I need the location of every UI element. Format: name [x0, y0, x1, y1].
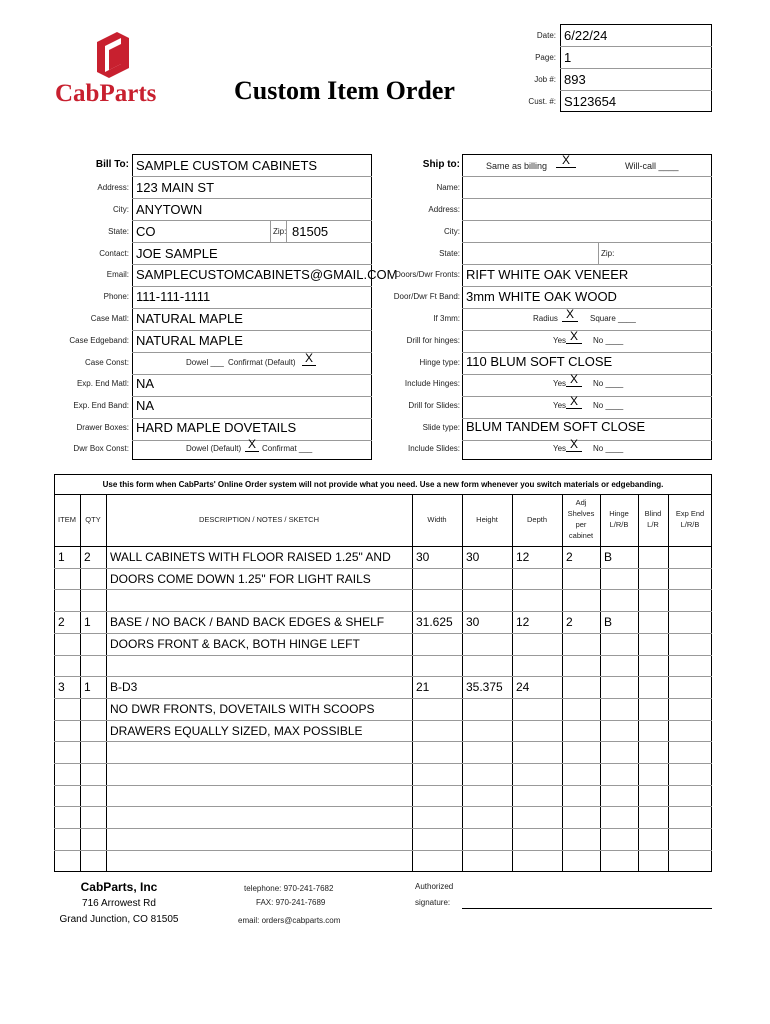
drill-slides-label: Drill for Slides:: [408, 401, 460, 410]
col-item: ITEM: [58, 515, 76, 524]
exp-end-band[interactable]: NA: [136, 398, 155, 413]
case-const-mark[interactable]: X: [302, 351, 316, 366]
date-value[interactable]: 6/22/24: [564, 28, 608, 43]
cell-depth[interactable]: 12: [516, 550, 530, 564]
cell-desc[interactable]: DRAWERS EQUALLY SIZED, MAX POSSIBLE: [110, 723, 363, 738]
drawer-boxes[interactable]: HARD MAPLE DOVETAILS: [136, 420, 297, 435]
cabparts-logo: [55, 30, 180, 110]
case-edgeband[interactable]: NATURAL MAPLE: [136, 333, 243, 348]
col-desc: DESCRIPTION / NOTES / SKETCH: [198, 515, 319, 524]
dwr-dowel[interactable]: Dowel (Default): [186, 444, 242, 453]
job-value[interactable]: 893: [564, 72, 586, 87]
if3mm-label: If 3mm:: [433, 314, 460, 323]
ship-zip-label: Zip:: [601, 249, 615, 258]
include-hinges-yes: Yes: [553, 379, 567, 388]
cell-hinge[interactable]: B: [604, 615, 613, 630]
footer-signature: signature:: [415, 898, 451, 907]
col-blind: Blind L/R: [644, 509, 662, 529]
bill-email[interactable]: SAMPLECUSTOMCABINETS@GMAIL.COM: [136, 267, 398, 282]
footer-telephone: telephone: 970-241-7682: [244, 884, 334, 893]
bill-name[interactable]: SAMPLE CUSTOM CABINETS: [136, 158, 318, 173]
include-hinges-mark[interactable]: X: [566, 372, 582, 387]
contact-label: Contact:: [99, 249, 129, 258]
case-matl[interactable]: NATURAL MAPLE: [136, 311, 243, 326]
door-band-label: Door/Dwr Ft Band:: [393, 292, 460, 301]
zip-label: Zip:: [273, 227, 287, 236]
doors-fronts-label: Doors/Dwr Fronts:: [395, 270, 460, 279]
cell-qty[interactable]: 2: [84, 550, 91, 564]
include-slides-yes: Yes: [553, 444, 567, 453]
ship-address-label: Address:: [428, 205, 460, 214]
cell-qty[interactable]: 1: [84, 615, 91, 630]
case-matl-label: Case Matl:: [90, 314, 129, 323]
col-hinge: Hinge L/R/B: [609, 509, 629, 529]
col-exp-end: Exp End L/R/B: [675, 509, 705, 529]
form-title: Custom Item Order: [234, 76, 455, 105]
drill-hinges-no[interactable]: No ____: [593, 336, 624, 345]
footer-email: email: orders@cabparts.com: [238, 916, 341, 925]
footer-company: CabParts, Inc: [80, 880, 158, 894]
cell-width[interactable]: 21: [416, 680, 430, 695]
slide-type[interactable]: BLUM TANDEM SOFT CLOSE: [466, 419, 646, 434]
dwr-mark[interactable]: X: [245, 437, 259, 452]
include-slides-mark[interactable]: X: [566, 437, 582, 452]
case-const-confirmat[interactable]: Confirmat (Default): [228, 358, 296, 367]
ship-to-label: Ship to:: [422, 159, 460, 170]
email-label: Email:: [106, 270, 129, 279]
cust-value[interactable]: S123654: [564, 94, 617, 109]
bill-state[interactable]: CO: [136, 224, 156, 239]
drawer-boxes-label: Drawer Boxes:: [76, 423, 129, 432]
include-hinges-no[interactable]: No ____: [593, 379, 624, 388]
footer-fax: FAX: 970-241-7689: [256, 898, 326, 907]
include-slides-label: Include Slides:: [407, 444, 460, 453]
page-value[interactable]: 1: [564, 50, 572, 65]
exp-end-matl[interactable]: NA: [136, 376, 155, 391]
address-label: Address:: [97, 183, 129, 192]
drill-slides-yes: Yes: [553, 401, 567, 410]
cell-desc[interactable]: DOORS COME DOWN 1.25" FOR LIGHT RAILS: [110, 571, 371, 586]
case-const-label: Case Const:: [84, 358, 129, 367]
ship-city-label: City:: [444, 227, 460, 236]
drill-slides-no[interactable]: No ____: [593, 401, 624, 410]
bill-zip[interactable]: 81505: [292, 224, 329, 239]
include-slides-no[interactable]: No ____: [593, 444, 624, 453]
will-call[interactable]: Will-call ____: [625, 161, 679, 171]
doors-fronts[interactable]: RIFT WHITE OAK VENEER: [466, 267, 629, 282]
include-hinges-label: Include Hinges:: [404, 379, 460, 388]
col-adj-shelves: Adj Shelves per cabinet: [567, 498, 595, 540]
footer-authorized: Authorized: [415, 882, 454, 891]
state-label: State:: [108, 227, 129, 236]
city-label: City:: [113, 205, 129, 214]
cell-width[interactable]: 30: [416, 550, 430, 564]
col-depth: Depth: [526, 515, 547, 524]
cell-height[interactable]: 35.375: [466, 680, 503, 695]
hinge-type-label: Hinge type:: [419, 358, 460, 367]
ship-state-label: State:: [439, 249, 460, 258]
col-qty: QTY: [85, 515, 101, 524]
phone-label: Phone:: [103, 292, 129, 301]
drill-hinges-mark[interactable]: X: [566, 329, 582, 344]
dwr-confirmat[interactable]: Confirmat ___: [262, 444, 313, 453]
bill-city[interactable]: ANYTOWN: [136, 202, 203, 217]
cell-qty[interactable]: 1: [84, 680, 91, 695]
cell-adj[interactable]: 2: [566, 550, 573, 564]
signature-line[interactable]: [462, 908, 712, 909]
cell-height[interactable]: 30: [466, 615, 480, 630]
cell-desc[interactable]: WALL CABINETS WITH FLOOR RAISED 1.25" AND: [110, 550, 391, 564]
cell-depth[interactable]: 24: [516, 680, 530, 695]
cell-depth[interactable]: 12: [516, 615, 530, 630]
cabparts-logo-icon: [55, 30, 180, 80]
page-label: Page:: [535, 53, 556, 62]
cell-desc[interactable]: BASE / NO BACK / BAND BACK EDGES & SHELF: [110, 615, 385, 630]
radius-label: Radius: [533, 314, 558, 323]
bill-phone[interactable]: 111-111-1111: [136, 289, 211, 304]
cell-item[interactable]: 1: [58, 550, 65, 564]
cell-desc[interactable]: DOORS FRONT & BACK, BOTH HINGE LEFT: [110, 636, 360, 651]
bill-address[interactable]: 123 MAIN ST: [136, 180, 215, 195]
cell-adj[interactable]: 2: [566, 615, 573, 630]
cell-item[interactable]: 3: [58, 680, 65, 695]
col-width: Width: [427, 515, 447, 524]
ship-to-box: [462, 154, 712, 460]
case-edgeband-label: Case Edgeband:: [69, 336, 129, 345]
square-option[interactable]: Square ____: [590, 314, 636, 323]
cust-label: Cust. #:: [528, 97, 556, 106]
bill-to-label: Bill To:: [95, 159, 129, 170]
ship-name-label: Name:: [436, 183, 460, 192]
hinge-type[interactable]: 110 BLUM SOFT CLOSE: [466, 354, 613, 369]
footer-city: Grand Junction, CO 81505: [59, 914, 179, 925]
exp-end-matl-label: Exp. End Matl:: [76, 379, 129, 388]
job-label: Job #:: [534, 75, 556, 84]
notice-text: Use this form when CabParts' Online Order system will not provide what you need. Use a new form whenever you switch materials or edgebanding.: [102, 480, 664, 489]
bill-contact[interactable]: JOE SAMPLE: [136, 246, 218, 261]
case-const-dowel[interactable]: Dowel ___: [186, 358, 224, 367]
date-label: Date:: [536, 31, 556, 40]
drill-hinges-label: Drill for hinges:: [406, 336, 460, 345]
drill-slides-mark[interactable]: X: [566, 394, 582, 409]
cell-desc[interactable]: NO DWR FRONTS, DOVETAILS WITH SCOOPS: [110, 701, 375, 716]
drill-hinges-yes: Yes: [553, 336, 567, 345]
cell-height[interactable]: 30: [466, 550, 480, 564]
door-band[interactable]: 3mm WHITE OAK WOOD: [466, 289, 617, 304]
dwr-box-const-label: Dwr Box Const:: [73, 444, 129, 453]
col-height: Height: [476, 515, 498, 524]
cell-desc[interactable]: B-D3: [110, 680, 138, 695]
brand-name: CabParts: [55, 80, 157, 107]
cell-item[interactable]: 2: [58, 615, 65, 630]
slide-type-label: Slide type:: [422, 423, 460, 432]
same-as-billing-mark[interactable]: X: [556, 153, 576, 168]
cell-hinge[interactable]: B: [604, 550, 613, 564]
items-table: [54, 474, 712, 872]
footer-street: 716 Arrowest Rd: [82, 898, 156, 909]
same-as-billing[interactable]: Same as billing: [486, 161, 548, 171]
exp-end-band-label: Exp. End Band:: [73, 401, 129, 410]
cell-width[interactable]: 31.625: [416, 615, 453, 630]
bill-to-box: [132, 154, 398, 460]
radius-mark[interactable]: X: [562, 307, 578, 322]
